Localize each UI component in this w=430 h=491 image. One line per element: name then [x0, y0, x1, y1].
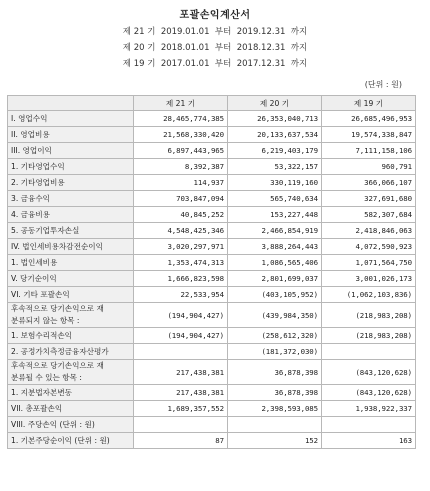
row-label-cell: III. 영업이익 — [8, 143, 134, 159]
table-row — [8, 223, 416, 239]
value-cell: 217,438,381 — [134, 360, 228, 385]
row-label-cell: V. 당기순이익 — [8, 271, 134, 287]
value-cell: 366,066,107 — [322, 175, 416, 191]
row-label-cell: VIII. 주당손익 (단위 : 원) — [8, 417, 134, 433]
table-row — [8, 239, 416, 255]
value-cell: 152 — [228, 433, 322, 449]
value-cell: 2,801,699,037 — [228, 271, 322, 287]
period-line: 제 19 기 2017.01.01 부터 2017.12.31 까지 — [122, 59, 308, 69]
table-row — [8, 328, 416, 344]
value-cell: 153,227,448 — [228, 207, 322, 223]
table-row — [8, 385, 416, 401]
value-cell — [322, 344, 416, 360]
period-line: 제 20 기 2018.01.01 부터 2018.12.31 까지 — [122, 43, 308, 53]
value-cell: 28,465,774,385 — [134, 111, 228, 127]
value-cell: 22,533,954 — [134, 287, 228, 303]
value-cell: 163 — [322, 433, 416, 449]
value-cell: 2,398,593,085 — [228, 401, 322, 417]
row-label-cell: VII. 총포괄손익 — [8, 401, 134, 417]
value-cell: 1,353,474,313 — [134, 255, 228, 271]
value-cell: (843,120,628) — [322, 385, 416, 401]
row-label-cell: 1. 법인세비용 — [8, 255, 134, 271]
value-cell: 1,086,565,406 — [228, 255, 322, 271]
table-row — [8, 143, 416, 159]
value-cell: 7,111,158,106 — [322, 143, 416, 159]
value-cell — [134, 417, 228, 433]
value-cell: 6,897,443,965 — [134, 143, 228, 159]
value-cell: 3,020,297,971 — [134, 239, 228, 255]
table-row — [8, 287, 416, 303]
table-row — [8, 191, 416, 207]
period-list — [0, 24, 430, 72]
value-cell: 21,568,330,420 — [134, 127, 228, 143]
table-row — [8, 175, 416, 191]
row-label-cell: 5. 공동기업투자손실 — [8, 223, 134, 239]
table-row — [8, 271, 416, 287]
value-cell: 36,878,398 — [228, 385, 322, 401]
value-cell: 26,685,496,953 — [322, 111, 416, 127]
value-cell: (439,984,350) — [228, 303, 322, 328]
row-label-cell: 4. 금융비용 — [8, 207, 134, 223]
row-label-cell: 후속적으로 당기손익으로 재 분류되지 않는 항목 : — [8, 303, 134, 328]
value-cell — [134, 344, 228, 360]
value-cell: 20,133,637,534 — [228, 127, 322, 143]
value-cell: 2,418,846,063 — [322, 223, 416, 239]
table-row — [8, 401, 416, 417]
income-statement-table — [7, 95, 416, 449]
row-label-cell: 2. 공정가치측정금융자산평가 — [8, 344, 134, 360]
value-cell: 40,845,252 — [134, 207, 228, 223]
row-label-cell: 1. 보험수리적손익 — [8, 328, 134, 344]
value-cell: 1,689,357,552 — [134, 401, 228, 417]
value-cell: 703,847,094 — [134, 191, 228, 207]
table-row — [8, 255, 416, 271]
value-cell: 960,791 — [322, 159, 416, 175]
row-label-cell: II. 영업비용 — [8, 127, 134, 143]
table-row — [8, 303, 416, 328]
row-label-cell: 1. 지분법자본변동 — [8, 385, 134, 401]
header-cell-period-19: 제 19 기 — [322, 96, 416, 111]
value-cell: (258,612,320) — [228, 328, 322, 344]
table-row — [8, 433, 416, 449]
row-label-cell: I. 영업수익 — [8, 111, 134, 127]
statement-title: 포괄손익계산서 — [179, 10, 251, 21]
header-cell-item — [8, 96, 134, 111]
value-cell: 4,548,425,346 — [134, 223, 228, 239]
table-row — [8, 344, 416, 360]
row-label-cell: 3. 금융수익 — [8, 191, 134, 207]
value-cell: 114,937 — [134, 175, 228, 191]
period-line: 제 21 기 2019.01.01 부터 2019.12.31 까지 — [122, 27, 308, 37]
value-cell: 53,322,157 — [228, 159, 322, 175]
value-cell: (194,904,427) — [134, 328, 228, 344]
value-cell: 2,466,854,919 — [228, 223, 322, 239]
value-cell — [322, 417, 416, 433]
value-cell: 3,888,264,443 — [228, 239, 322, 255]
value-cell: 1,938,922,337 — [322, 401, 416, 417]
table-row — [8, 111, 416, 127]
value-cell: (194,904,427) — [134, 303, 228, 328]
value-cell: (218,983,208) — [322, 328, 416, 344]
value-cell: 6,219,403,179 — [228, 143, 322, 159]
value-cell: 1,666,823,598 — [134, 271, 228, 287]
value-cell: 1,071,564,750 — [322, 255, 416, 271]
value-cell: 26,353,040,713 — [228, 111, 322, 127]
value-cell: 330,119,160 — [228, 175, 322, 191]
header-row — [8, 96, 416, 111]
value-cell: 87 — [134, 433, 228, 449]
table-row — [8, 360, 416, 385]
value-cell: 327,691,680 — [322, 191, 416, 207]
value-cell: 4,072,590,923 — [322, 239, 416, 255]
value-cell: 3,001,026,173 — [322, 271, 416, 287]
table-row — [8, 417, 416, 433]
row-label-cell: 1. 기본주당순이익 (단위 : 원) — [8, 433, 134, 449]
value-cell: 565,740,634 — [228, 191, 322, 207]
table-row — [8, 159, 416, 175]
value-cell: (1,062,103,836) — [322, 287, 416, 303]
value-cell: (843,120,628) — [322, 360, 416, 385]
table-row — [8, 207, 416, 223]
header-cell-period-21: 제 21 기 — [134, 96, 228, 111]
value-cell — [228, 417, 322, 433]
value-cell: 582,307,684 — [322, 207, 416, 223]
value-cell: (181,372,030) — [228, 344, 322, 360]
row-label-cell: VI. 기타 포괄손익 — [8, 287, 134, 303]
value-cell: 217,438,381 — [134, 385, 228, 401]
value-cell: (403,105,952) — [228, 287, 322, 303]
row-label-cell: 1. 기타영업수익 — [8, 159, 134, 175]
value-cell: 8,392,387 — [134, 159, 228, 175]
value-cell: (218,983,208) — [322, 303, 416, 328]
row-label-cell: IV. 법인세비용차감전순이익 — [8, 239, 134, 255]
table-row — [8, 127, 416, 143]
unit-label: (단위 : 원) — [364, 80, 402, 89]
value-cell: 36,878,398 — [228, 360, 322, 385]
header-cell-period-20: 제 20 기 — [228, 96, 322, 111]
value-cell: 19,574,338,847 — [322, 127, 416, 143]
row-label-cell: 2. 기타영업비용 — [8, 175, 134, 191]
row-label-cell: 후속적으로 당기손익으로 재 분류될 수 있는 항목 : — [8, 360, 134, 385]
